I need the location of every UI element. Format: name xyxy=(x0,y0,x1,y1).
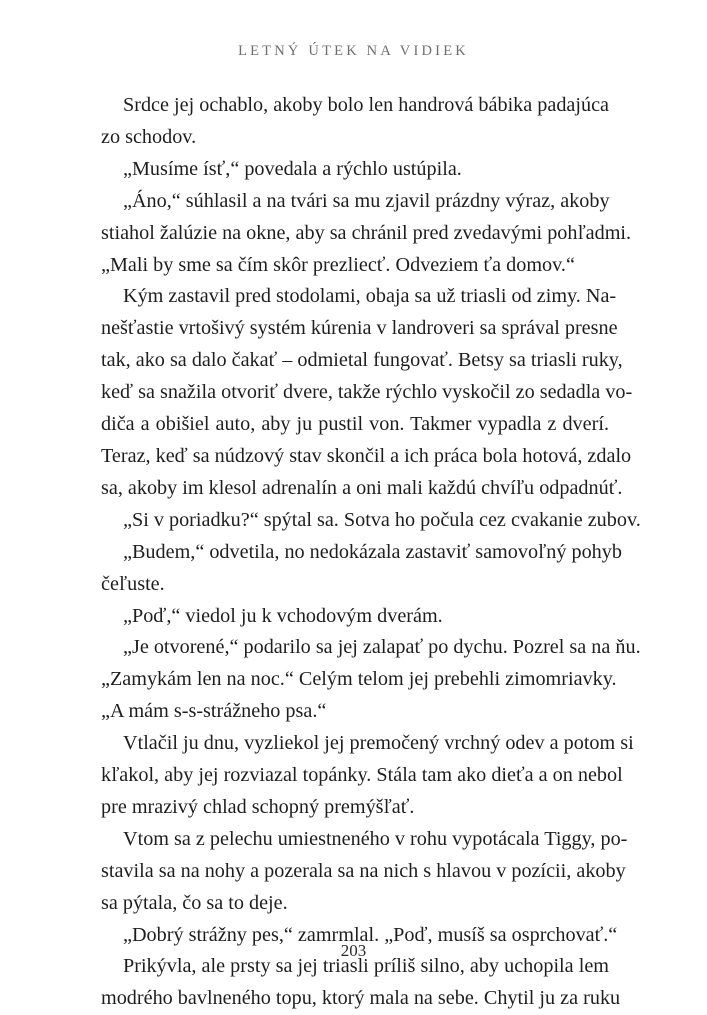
text-line: pre mrazivý chlad schopný premýšľať. xyxy=(101,795,415,818)
page-number: 203 xyxy=(340,941,367,960)
text-line: „Si v poriadku?“ spýtal sa. Sotva ho počula cez cvakanie zubov. xyxy=(123,508,641,531)
text-line: stiahol žalúzie na okne, aby sa chránil pred zvedavými pohľadmi. xyxy=(101,221,632,244)
text-line: stavila sa na nohy a pozerala sa na nich s hlavou v pozícii, akoby xyxy=(101,859,626,882)
text-line: tak, ako sa dalo čakať – odmietal fungovať. Betsy sa triasli ruky, xyxy=(101,349,623,372)
text-line: Srdce jej ochablo, akoby bolo len handrová bábika padajúca xyxy=(123,94,610,116)
text-line: čeľuste. xyxy=(101,572,165,595)
text-line: „Poď,“ viedol ju k vchodovým dverám. xyxy=(123,604,443,627)
text-line: „Áno,“ súhlasil a na tvári sa mu zjavil prázdny výraz, akoby xyxy=(123,189,610,212)
text-line: zo schodov. xyxy=(101,125,197,148)
text-line: „Zamykám len na noc.“ Celým telom jej prebehli zimomriavky. xyxy=(101,668,617,691)
text-line: kľakol, aby jej rozviazal topánky. Stála tam ako dieťa a on nebol xyxy=(101,764,623,787)
text-line: Kým zastavil pred stodolami, obaja sa už triasli od zimy. Na- xyxy=(123,285,617,308)
text-line: Vtlačil ju dnu, vyzliekol jej premočený vrchný odev a potom si xyxy=(123,732,634,755)
text-line: Teraz, keď sa núdzový stav skončil a ich práca bola hotová, zdalo xyxy=(101,444,632,467)
body-text xyxy=(101,90,641,1015)
text-line: „Musíme ísť,“ povedala a rýchlo ustúpila. xyxy=(123,157,462,180)
text-line: sa pýtala, čo sa to deje. xyxy=(101,891,288,914)
text-line: Vtom sa z pelechu umiestneného v rohu vypotácala Tiggy, po- xyxy=(123,827,628,850)
text-line: „Dobrý strážny pes,“ zamrmlal. „Poď, musíš sa osprchovať.“ xyxy=(123,923,618,946)
text-line: „Mali by sme sa čím skôr prezliecť. Odveziem ťa domov.“ xyxy=(101,253,575,276)
text-line: „Je otvorené,“ podarilo sa jej zalapať po dychu. Pozrel sa na ňu. xyxy=(123,636,641,659)
running-header-title: LETNÝ ÚTEK NA VIDIEK xyxy=(238,43,469,59)
text-line: modrého bavlneného topu, ktorý mala na sebe. Chytil ju za ruku xyxy=(101,987,621,1010)
text-line: „A mám s-s-strážneho psa.“ xyxy=(101,700,327,723)
text-line: keď sa snažila otvoriť dvere, takže rýchlo vyskočil zo sedadla vo- xyxy=(101,381,633,404)
text-line: „Budem,“ odvetila, no nedokázala zastaviť samovoľný pohyb xyxy=(123,540,622,563)
text-line: diča a obišiel auto, aby ju pustil von. Takmer vypadla z dverí. xyxy=(101,413,609,436)
text-line: Prikývla, ale prsty sa jej triasli príliš silno, aby uchopila lem xyxy=(123,955,609,978)
text-line: nešťastie vrtošivý systém kúrenia v landroveri sa správal presne xyxy=(101,317,618,340)
text-line: sa, akoby im klesol adrenalín a oni mali každú chvíľu odpadnúť. xyxy=(101,476,623,499)
